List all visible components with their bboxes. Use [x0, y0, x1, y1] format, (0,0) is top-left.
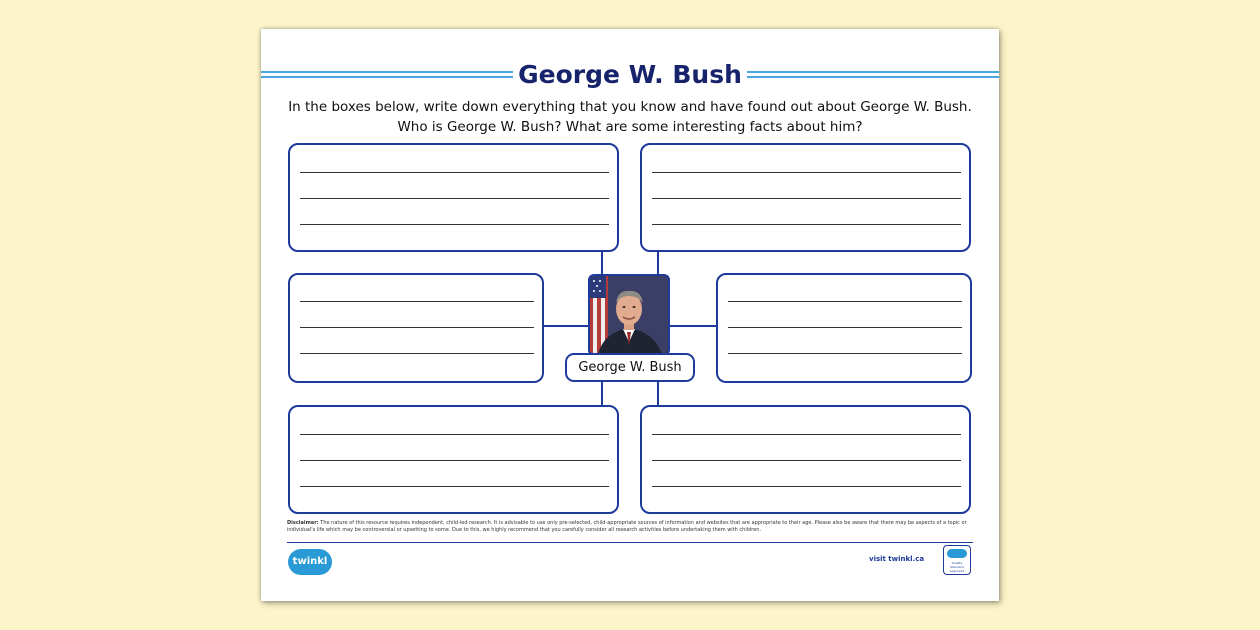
worksheet-page — [261, 29, 999, 601]
connector-bottom-left — [601, 381, 603, 407]
writing-line — [300, 353, 534, 354]
writing-line — [300, 486, 609, 487]
writing-box-bottom-right[interactable] — [640, 405, 971, 514]
disclaimer — [287, 520, 977, 534]
writing-line — [728, 327, 962, 328]
twinkl-logo[interactable]: twinkl — [288, 549, 332, 575]
disclaimer-text: The nature of this resource requires independent, child-led research. It is advisable to use only pre-selected, child-appropriate sources of information and websites that are appropriate to their age. Please also be aware that there may be aspects of a topic or individual's life which may be controversial or upsetting to some. Due to this, we highly recommend that you carefully consider all research activities before undertaking them with children. — [287, 520, 967, 533]
writing-box-top-right[interactable] — [640, 143, 971, 252]
writing-line — [300, 301, 534, 302]
writing-box-middle-right[interactable] — [716, 273, 972, 383]
connector-top-right — [657, 250, 659, 276]
connector-mid-right — [668, 325, 718, 327]
connector-top-left — [601, 250, 603, 276]
connector-bottom-right — [657, 381, 659, 407]
quality-badge-icon — [943, 545, 971, 575]
portrait-illustration — [590, 276, 668, 354]
title-rule-left — [261, 71, 513, 79]
page-title: George W. Bush — [518, 60, 742, 89]
writing-line — [652, 224, 961, 225]
writing-line — [300, 460, 609, 461]
badge-cloud — [947, 549, 967, 558]
writing-line — [652, 460, 961, 461]
instructions-line-1: In the boxes below, write down everything that you know and have found out about George W. Bush. — [288, 99, 972, 115]
title-rule-right — [747, 71, 999, 79]
writing-box-bottom-left[interactable] — [288, 405, 619, 514]
instructions-line-2: Who is George W. Bush? What are some interesting facts about him? — [397, 119, 863, 135]
writing-line — [728, 301, 962, 302]
portrait-photo — [588, 274, 670, 356]
instructions — [281, 97, 979, 137]
disclaimer-label: Disclaimer: — [287, 520, 319, 526]
writing-line — [300, 434, 609, 435]
writing-line — [300, 172, 609, 173]
title-row — [261, 59, 999, 91]
writing-line — [652, 486, 961, 487]
center-name-label: George W. Bush — [565, 353, 695, 382]
writing-box-top-left[interactable] — [288, 143, 619, 252]
writing-box-middle-left[interactable] — [288, 273, 544, 383]
badge-text: Quality Standard Approved — [949, 561, 965, 573]
footer-divider — [287, 542, 973, 543]
writing-line — [300, 198, 609, 199]
writing-line — [300, 327, 534, 328]
writing-line — [652, 434, 961, 435]
connector-mid-left — [542, 325, 590, 327]
writing-line — [652, 198, 961, 199]
writing-line — [652, 172, 961, 173]
visit-link[interactable]: visit twinkl.ca — [869, 555, 925, 563]
writing-line — [728, 353, 962, 354]
writing-line — [300, 224, 609, 225]
